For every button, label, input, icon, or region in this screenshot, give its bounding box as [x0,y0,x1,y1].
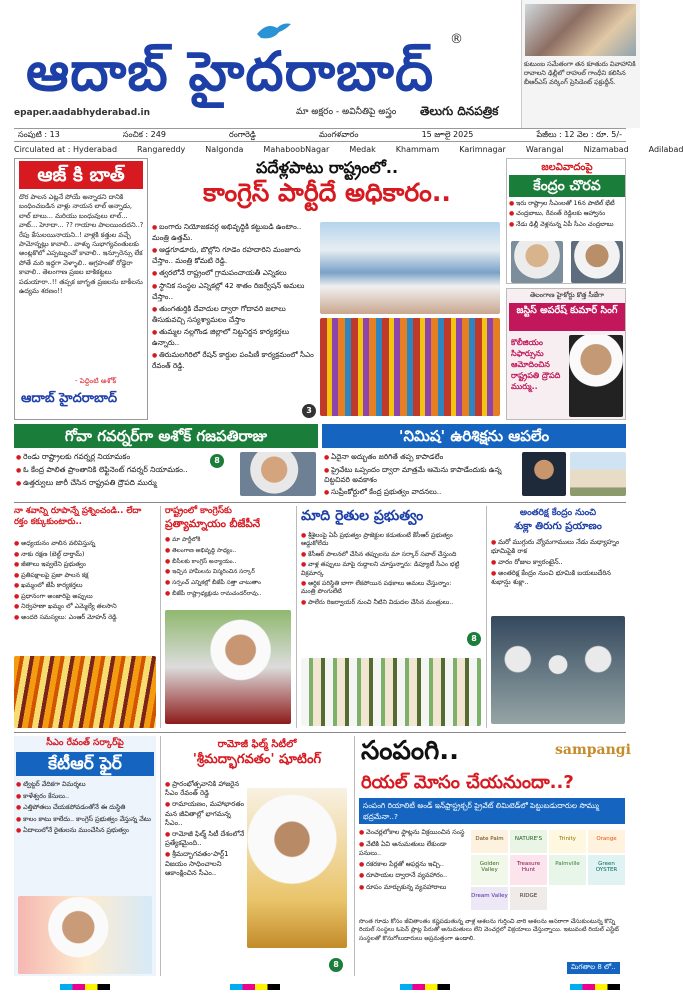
ramchander-rao-photo [165,610,291,724]
color-registration-bar [60,984,620,992]
supreme-court-photo [570,452,626,496]
chandrababu-photo [511,241,563,283]
aaj-ki-baat-title: ఆజ్ కి బాత్ [19,161,143,189]
circ-place: MahaboobNagar [263,144,330,154]
blood-bullet: ● ఖమ్మంలో జేపీ కార్యకర్తలు [14,582,156,591]
ad-tile: Trinity [549,830,586,853]
farmers-bullet: ● పాలేరు రిజర్వాయర్ నుంచి నీటిని విడుదల చేసిన మంత్రులు.. [301,599,465,607]
lead-bullet: ● ఆడ్డగూడూరు, బొల్లోని గూడెం రహదారిని మంజూరు చేస్తాం.. మంత్రి కోమటి రెడ్డి. [152,245,314,266]
masthead [0,0,640,128]
blood-bullet: ● ప్రధానంగా అంజారిపై అప్పులు [14,593,156,602]
farmers-govt-story [296,506,482,728]
sampangi-subhead: సంపంగి రియాలిటీ అండ్ ఇన్‌ఫ్రాస్ట్రక్చర్ ప్రైవేట్ లిమిటెడ్‌లో పెట్టుబడుదారుల సొమ్ము భద్రమేనా..? [359,798,625,824]
bhagavatam-kicker: రామోజీ ఫిల్మ్ సిటీలో [217,739,297,750]
blood-crowd-photo [14,656,156,728]
farmers-headline: మాది రైతుల ప్రభుత్వం [301,508,424,524]
goa-governor-story [14,424,318,498]
lead-bullet: ● బంగారు నియోజకవర్గ అభివృద్ధికి కట్టుబడి ఉంటాం.. మంత్రి ఉత్తమ్. [152,222,314,243]
revanth-event-photo [247,788,347,948]
ad-tiles-grid [471,830,625,910]
ktr-bullet: ● కాలం కాటు కాలేదు.. కాంగ్రెస్ ప్రభుత్వం వేస్తున్న వేటు [16,815,154,825]
water-bullet: ● చంద్రబాబు, రేవంత్ రెడ్డిలకు ఆహ్వానం [509,210,625,218]
bjp-bullets [165,536,291,601]
sampangi-bullets [359,828,467,895]
nimisha-story [322,424,626,498]
sampangi-body: సొంత గూడు కోసం జీవితాంతం కష్టపడుతున్న వాళ్ల ఆశలను గుర్తించి వారి ఆశలను ఆసరాగా చేసుకుంటున్న కొన్ని రియల్ సంస్థలు ఓపెన్ ప్లాట్ల పేరుతో అనుమతులు లేని వెంచర్లలో విక్రయాలు చేస్తున్నాయి. ఇటువంటి రియల్ ఎస్టేట్ సంస్థలతో కొనుగోలుదారులు అప్రమత్తంగా ఉండాలి. [359,918,619,942]
bjp-bullet: ● మా పార్టీలోకి [165,536,291,545]
circ-place: Rangareddy [137,144,186,154]
sampangi-bullet: ● వేటికి ఏవి అనుమతులు లేకుండా పనులు.. [359,840,467,858]
page-badge-icon: 3 [302,404,316,418]
bjp-bullet: ● బీజేపీ రాష్ట్రాధ్యక్షుడు రామచందర్‌రావు.. [165,590,291,599]
blood-headline: నా శవాన్ని రూపాన్నే ప్రశ్నించండి.. లేదా రక్తం కక్కుకుంటారు.. [14,506,142,527]
registered-mark: ® [450,32,463,47]
sampangi-bullet: ● రకరకాల పేర్లతో ఆఫర్లను ఇచ్చి.. [359,860,467,870]
ad-tile: NATURE'S [510,830,547,853]
promo-caption: కుటుంబ సమేతంగా తన కూతురు వివాహానికి రావాలని ఢిల్లీలో రాహుల్ గాంధీని కలిసిన బీఆర్ఎస్ వర్కింగ్ ప్రెసిడెంట్ ఫక్రుద్దీన్. [524,60,636,86]
ktr-story [14,736,156,976]
farmers-bullet: ● వాళ్ల తప్పులు మాపై రుద్దాలని చూస్తున్నారు: డిప్యూటీ సీఎం భట్టి విక్రమార్క [301,561,465,578]
ktr-photo [18,896,152,974]
bhagavatam-bullet: ● శ్రీమద్భాగవతం-పార్ట్1 విజయం సాధించాలని ఆకాంక్షించిన సీఎం.. [165,850,245,878]
date: 15 జూలై 2025 [421,129,474,139]
water-bullet: ● నేడు ఢిల్లీ వెళ్లనున్న ఏపీ సీఎం చంద్రబాబు [509,221,625,229]
circ-place: Nizamabad [583,144,629,154]
issue: సంచిక : 249 [122,129,166,139]
goa-bullets [16,452,212,491]
ad-tile: Green OYSTER [588,855,625,884]
shukla-bullet: ● వారం రోజుల క్వారంటైన్.. [491,558,625,567]
bhagavatam-bullet: ● రామోజీ ఫిల్మ్ సిటీ దేశంలోనే ప్రత్యేకమైంది.. [165,830,245,848]
row-divider [14,502,626,503]
page-badge-icon: 8 [467,632,481,646]
aaj-ki-baat-author: - పెద్దింటి అశోక్ [75,377,117,385]
nimisha-headline: 'నిమిష' ఉరిశిక్షను ఆపలేం [322,424,626,448]
row-divider [14,732,626,733]
aaj-ki-baat-column [14,158,148,420]
goa-bullet: ● ఉత్తర్వులు జారీ చేసిన రాష్ట్రపతి ద్రౌపది ముర్ము [16,478,212,489]
shukla-bullets [491,538,625,589]
blood-story [14,506,156,728]
circ-place: Khammam [395,144,440,154]
nimisha-bullet: ● సుప్రీంకోర్టులో కేంద్ర ప్రభుత్వం వాదనలు.. [324,487,520,498]
circ-place: Medak [349,144,376,154]
lead-photo-stage [320,222,500,314]
bhagavatam-bullets [165,780,245,976]
ktr-kicker: సీఎం రేవంత్ సర్కార్‌పై [46,738,124,748]
weekday: మంగళవారం [318,129,359,139]
bhagavatam-bullet: ● రామాయణం, మహాభారతం మన జీవితాల్లో భాగమన్న సీఎం.. [165,800,245,828]
bjp-bullet: ● తెలంగాణ అభివృద్ధి సాధ్యం.. [165,547,291,556]
nimisha-bullet: ● ఏదైనా అద్భుతం జరిగితే తప్ప కాపాడలేం [324,452,520,463]
cj-body: కొలీజియం సిఫార్సును ఆమోదించిన రాష్ట్రపతి ద్రౌపది ముర్ము.. [511,338,561,391]
ad-tile: Dream Valley [471,887,508,910]
sampangi-bullet: ● రూపం మార్చుకున్న వ్యవహారాలు [359,883,467,893]
lead-bullets [152,222,314,420]
circ-place: Karimnagar [459,144,506,154]
sampangi-bullet: ● వెంచర్లలోకాల ఫ్లాట్లను విక్రయించిన సంస్థ [359,828,467,838]
lead-bullet: ● తుంగతుర్తికి దేవాదుల ద్వారా గోదావరి జలాలు తీసుకువచ్చి సస్యశ్యామలం చేస్తాం [152,304,314,325]
water-bullet: ● ఇరు రాష్ట్రాల సీఎంలతో 16న పాటిల్ భేటీ [509,200,625,208]
lead-kicker: పదేళ్లపాటు రాష్ట్రంలో.. [255,158,399,177]
blood-bullet: ● జీతాలు ఇవ్వలేని ప్రభుత్వం [14,561,156,570]
bhagavatam-bullet: ● ప్రారంభోత్సవానికి హాజరైన సీఎం రేవంత్ రెడ్డి [165,780,245,798]
farmers-bullet: ● ఆర్థిక పరిస్థితి బాగా లేకపోయిన పథకాలు అమలు చేస్తున్నాం: మంత్రి పొంగులేటి [301,580,465,597]
aaj-ki-baat-body: దొర పాలన ఎట్లనే పోయే అన్నాడని దానికి బంధించబడిన వాళ్లు నాయన లాల్ అన్నాడు, లాల్ బాలు... మరియు బంధువులు లాల్... వాట్... హెూదా... ?? గాయాల పాలయిందదని..? రేపు కేసులయినాయని..! వాళ్లకి కత్తుల వచ్చే పామోన్నట్లు కావాలి.. వాళ్ళు సుభాగ్యవంతులకు అంట్లకొలో ఎప్పట్నుంచో కావాలి.. ఇన్సూరెన్సు లేక పోతే మరి ఇద్దగా వెళ్ళాలి.. ఆగ్రహంతో రోడ్డెరా కావాలి.. తెలంగాణ ప్రజల బాకికట్టలు పడుయారా..!! తప్పక జాగృత ప్రజలను బాకీలను ఉద్యమ శరణం!! [19,193,144,296]
ktr-bullet: ● కాళేశ్వరం కేసులు.. [16,792,154,802]
circulation-bar [14,143,683,155]
nimisha-bullet: ● ప్రైవేటు ఒప్పందం ద్వారా మాత్రమే ఆమెను కాపాడేందుకు ఉన్న చిట్టచివరి అవకాశం [324,465,520,485]
ad-tile: Golden Valley [471,855,508,884]
bjp-alternative-story [160,506,292,728]
shukla-story [486,506,626,728]
ad-tile: Orange [588,830,625,853]
cj-headline: జస్టిస్ అపరేష్ కుమార్ సింగ్ [509,303,625,331]
bjp-bullet: ● సర్పంచ్ ఎన్నికల్లో బీజేపీ సత్తా చాటుతాం [165,579,291,588]
ktr-bullet: ● ట్విట్టర్ వేదికగా విమర్శలు [16,780,154,790]
nimisha-bullets [324,452,520,499]
masthead-logo: ఆదాబ్ హైదరాబాద్ [26,40,435,103]
ad-tile: RIDGE [510,887,547,910]
issue-meta-bar [14,128,626,142]
blood-bullet: ● ప్రతిపక్షాలపై ప్రజా పాలన కక్ష [14,572,156,581]
lead-bullet: ● తిరుమలగిరిలో రేషన్ కార్డుల పంపిణీ కార్యక్రమంలో సీఎం రేవంత్ రెడ్డి. [152,350,314,371]
cj-kicker: తెలంగాణ హైకోర్టు కొత్త సీజేగా [529,291,605,299]
shukla-bullet: ● మరో ముగ్గురు వ్యోమగాములు నేడు మధ్యాహ్నం భూమిపైకి రాక [491,538,625,556]
bjp-bullet: ● ఇచ్చిన హామీలను విస్మరించిన సర్కార్ [165,568,291,577]
shukla-headline: శుక్లా తిరుగు ప్రయాణం [514,521,602,532]
farmers-photo [301,658,481,726]
ktr-bullets [16,780,154,892]
ktr-bullet: ● ఏదాలులోనే రైతులను ముంచేసిన ప్రభుత్వం [16,826,154,836]
sampangi-story [354,736,631,976]
page-badge-icon: 8 [329,958,343,972]
circ-place: Nalgonda [205,144,244,154]
lead-bullet: ● తుమ్మల నల్లగొండ జిల్లాలో నిట్టనిర్జన కార్యకర్తలు ఉన్నారు.. [152,327,314,348]
shukla-bullet: ● అంతరిక్ష కేంద్రం నుంచి భూమికి బయలుదేరిన శుభాన్షు శుక్లా.. [491,569,625,587]
ad-tile: Treasure Hunt [510,855,547,884]
page-badge-icon: 8 [210,454,224,468]
pages-price: పేజీలు : 12 వెల : రూ. 5/- [536,129,622,139]
farmers-bullets [301,532,465,656]
volume: సంపుటి : 13 [18,129,60,139]
ad-tile: Palmville [549,855,586,884]
bhagavatam-story [160,736,350,976]
bjp-headline: ప్రత్యామ్నాయం బీజేపీనే [165,518,261,530]
promo-photo [525,4,636,56]
sampangi-headline1: సంపంగి.. [361,736,460,766]
city: రంగారెడ్డి [229,129,256,139]
shukla-kicker: అంతరిక్ష కేంద్రం నుంచి [519,508,597,518]
blood-bullets [14,540,156,652]
epaper-url[interactable]: epaper.aadabhyderabad.in [14,108,151,118]
goa-headline: గోవా గవర్నర్‌గా అశోక్ గజపతిరాజు [14,424,318,448]
ktr-bullet: ● ఎత్తిపోతలు చేయకపోవడంతోనే ఈ దుస్థితి [16,803,154,813]
astronauts-photo [491,616,625,724]
water-headline: కేంద్రం చొరవ [509,175,625,197]
circ-place: Adilabad [648,144,683,154]
blood-bullet: ● అధ్యయనం వాలిన వలివిస్తున్న [14,540,156,549]
justice-photo [569,335,623,417]
lead-headline: కాంగ్రెస్ పార్టీదే అధికారం.. [203,178,451,207]
goa-bullet: ● రెండు రాష్ట్రాలకు గవర్నర్ల నియామకం [16,452,212,463]
water-kicker: జలవివాదంపై [541,162,593,173]
daily-label: తెలుగు దినపత్రిక [420,104,499,118]
blood-bullet: ● అందరి సమస్యలు: ఎంఆర్ మోహన్ రెడ్డి [14,614,156,623]
sampangi-headline2: రియల్ మోసం చేయనుందా..? [361,772,574,793]
circulation-label: Circulated at : Hyderabad [14,144,118,154]
water-dispute-story [506,158,626,284]
lead-story [152,158,502,420]
bjp-bullet: ● బీసీలకు కాంగ్రెస్ అన్యాయం.. [165,558,291,567]
ad-tile: Date Palm [471,830,508,853]
aaj-ki-baat-footer-logo: ఆదాబ్ హైదరాబాద్ [21,391,118,406]
ktr-headline: కేటీఆర్ ఫైర్ [16,752,154,776]
water-bullets [509,200,625,231]
sampangi-bullet: ● రూపాయల ద్వారానే వ్యవహారం.. [359,871,467,881]
ashok-gajapathi-photo [240,452,316,496]
farmers-bullet: ● కేసీఆర్ పాలనలో చేసిన తప్పులను మా సర్కార్ సవాల్ చేస్తుంది [301,551,465,559]
blood-bullet: ● నాకు రక్షణ (బెల్ట్ దార్తామ్) [14,551,156,560]
dove-icon [255,20,293,42]
farmers-bullet: ● శ్రీశైలంపై ఏపీ ప్రభుత్వం ప్రాజెక్టుల కడుతుంటే కేసీఆర్ ప్రభుత్వం ఆడ్డుకోలేదు [301,532,465,549]
lead-photo-crowd [320,318,500,416]
bhagavatam-headline: 'శ్రీమద్భాగవతం' షూటింగ్ [192,752,322,767]
circ-place: Warangal [525,144,564,154]
tagline: మా అక్షరం - అవినీతిపై అస్త్రం [296,107,397,117]
revanth-photo [571,241,623,283]
goa-bullet: ● ఓ కేంద్ర పాలిత ప్రాంతానికి లెఫ్టినెంట్ గవర్నర్ నియామకం.. [16,465,212,476]
blood-bullet: ● నిర్వహణా ఖమ్మం లో ఎమ్మెల్యే తలసాని [14,603,156,612]
lead-bullet: ● స్థానిక సంస్థల ఎన్నికల్లో 42 శాతం రిజర్వేషన్ అమలు చేస్తాం.. [152,281,314,302]
sampangi-brand-logo: sampangi [555,742,631,758]
lead-bullet: ● త్వరలోనే రాష్ట్రంలో గ్రామపంచాయతీ ఎన్నికలు [152,268,314,279]
sampangi-more: మిగతాల 8 లో.. [567,962,620,974]
nimisha-photo [522,452,566,496]
bjp-kicker: రాష్ట్రంలో కాంగ్రెస్‌కు [165,506,232,516]
chief-justice-story [506,288,626,420]
